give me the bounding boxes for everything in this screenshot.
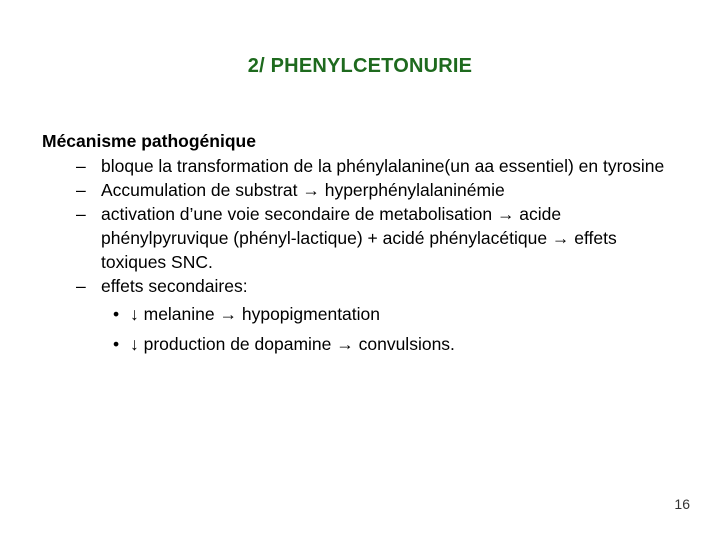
dash-marker: – <box>76 276 86 296</box>
sub-list-item-text: ↓ production de dopamine → convulsions. <box>130 334 455 354</box>
list-item-text: Accumulation de substrat → hyperphénylalaninémie <box>101 180 505 200</box>
list-item-text: activation d’une voie secondaire de metabolisation → acide phénylpyruvique (phényl-lactique) + acidé phénylacétique → effets toxiques SNC. <box>101 204 617 272</box>
sub-list-item-text: ↓ melanine → hypopigmentation <box>130 304 381 324</box>
section-heading: Mécanisme pathogénique <box>42 131 256 151</box>
dash-marker: – <box>76 156 86 176</box>
slide-title: 2/ PHENYLCETONURIE <box>247 55 473 77</box>
bullet-marker: • <box>113 304 120 324</box>
list-item <box>42 274 682 356</box>
sub-list-item <box>101 332 682 356</box>
list-item-text: effets secondaires: <box>101 276 248 296</box>
dash-marker: – <box>76 180 86 200</box>
dash-marker: – <box>76 204 86 224</box>
main-list <box>42 154 682 356</box>
list-item <box>42 178 682 202</box>
list-item-text: bloque la transformation de la phénylalanine(un aa essentiel) en tyrosine <box>101 156 665 176</box>
sub-list <box>101 302 682 356</box>
list-item <box>42 154 682 178</box>
slide-content <box>42 129 682 362</box>
sub-list-item <box>101 302 682 326</box>
list-item <box>42 202 682 274</box>
bullet-marker: • <box>113 334 120 354</box>
page-number: 16 <box>674 496 690 512</box>
